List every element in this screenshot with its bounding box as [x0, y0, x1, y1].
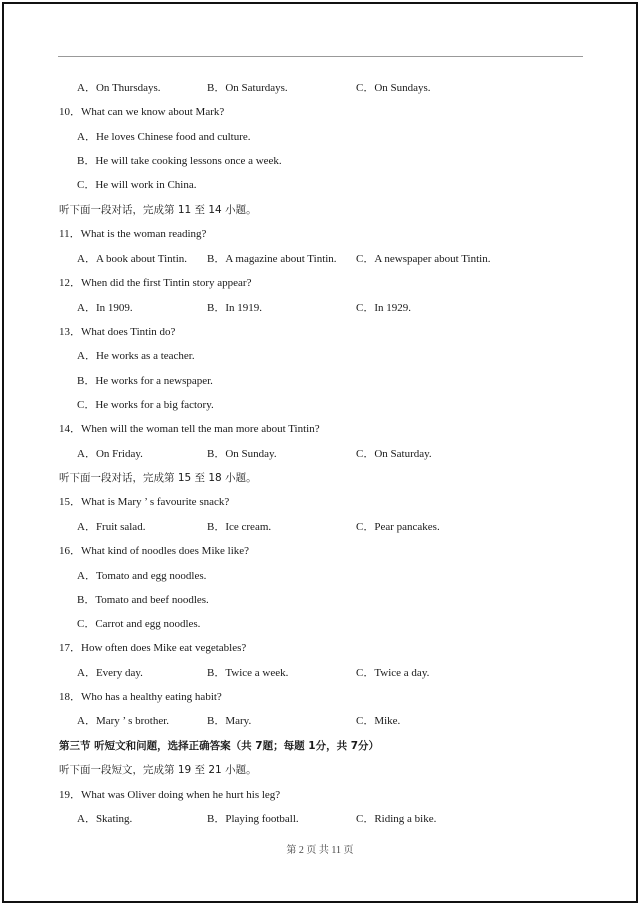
option-b: B．He works for a newspaper. [77, 375, 213, 387]
header-rule [58, 56, 583, 57]
question-12: 12．When did the first Tintin story appear? [59, 277, 252, 289]
option-b: B．A magazine about Tintin. [207, 253, 337, 265]
question-14: 14．When will the woman tell the man more about Tintin? [59, 423, 320, 435]
option-b: B．Twice a week. [207, 667, 289, 679]
option-a: A．On Thursdays. [77, 82, 161, 94]
question-15: 15．What is Mary ’ s favourite snack? [59, 496, 230, 508]
option-a: A．On Friday. [77, 448, 143, 460]
instruction-19-21: 听下面一段短文，完成第 19 至 21 小题。 [59, 764, 257, 776]
question-11: 11．What is the woman reading? [59, 228, 207, 240]
option-b: B．Mary. [207, 715, 252, 727]
question-17: 17．How often does Mike eat vegetables? [59, 642, 247, 654]
option-b: B．Tomato and beef noodles. [77, 594, 209, 606]
option-c: C．Mike. [356, 715, 401, 727]
option-a: A．In 1909. [77, 302, 133, 314]
question-10: 10．What can we know about Mark? [59, 106, 225, 118]
page-footer: 第 2 页 共 11 页 [286, 845, 354, 856]
instruction-11-14: 听下面一段对话，完成第 11 至 14 小题。 [59, 204, 257, 216]
question-18: 18．Who has a healthy eating habit? [59, 691, 222, 703]
option-b: B．Playing football. [207, 813, 299, 825]
option-a: A．A book about Tintin. [77, 253, 188, 265]
option-b: B．In 1919. [207, 302, 262, 314]
option-a: A．He loves Chinese food and culture. [77, 131, 251, 143]
option-a: A．Every day. [77, 667, 143, 679]
option-a: A．Mary ’ s brother. [77, 715, 170, 727]
option-c: C．Carrot and egg noodles. [77, 618, 201, 630]
option-c: C．Twice a day. [356, 667, 430, 679]
question-19: 19．What was Oliver doing when he hurt his leg? [59, 789, 281, 801]
option-b: B．He will take cooking lessons once a week. [77, 155, 282, 167]
option-a: A．Skating. [77, 813, 133, 825]
option-b: B．On Sunday. [207, 448, 277, 460]
option-c: C．On Saturday. [356, 448, 432, 460]
option-b: B．Ice cream. [207, 521, 272, 533]
q9-options [0, 80, 640, 96]
option-a: A．Tomato and egg noodles. [77, 570, 207, 582]
option-c: C．He works for a big factory. [77, 399, 214, 411]
option-b: B．On Saturdays. [207, 82, 288, 94]
option-a: A．He works as a teacher. [77, 350, 195, 362]
section-3-heading: 第三节 听短文和问题，选择正确答案（共 7题；每题 1分，共 7分） [59, 740, 380, 752]
option-c: C．Pear pancakes. [356, 521, 440, 533]
question-16: 16．What kind of noodles does Mike like? [59, 545, 250, 557]
option-c: C．A newspaper about Tintin. [356, 253, 491, 265]
option-c: C．In 1929. [356, 302, 411, 314]
option-c: C．He will work in China. [77, 179, 197, 191]
option-c: C．On Sundays. [356, 82, 431, 94]
instruction-15-18: 听下面一段对话，完成第 15 至 18 小题。 [59, 472, 257, 484]
option-a: A．Fruit salad. [77, 521, 146, 533]
option-c: C．Riding a bike. [356, 813, 437, 825]
question-13: 13．What does Tintin do? [59, 326, 176, 338]
